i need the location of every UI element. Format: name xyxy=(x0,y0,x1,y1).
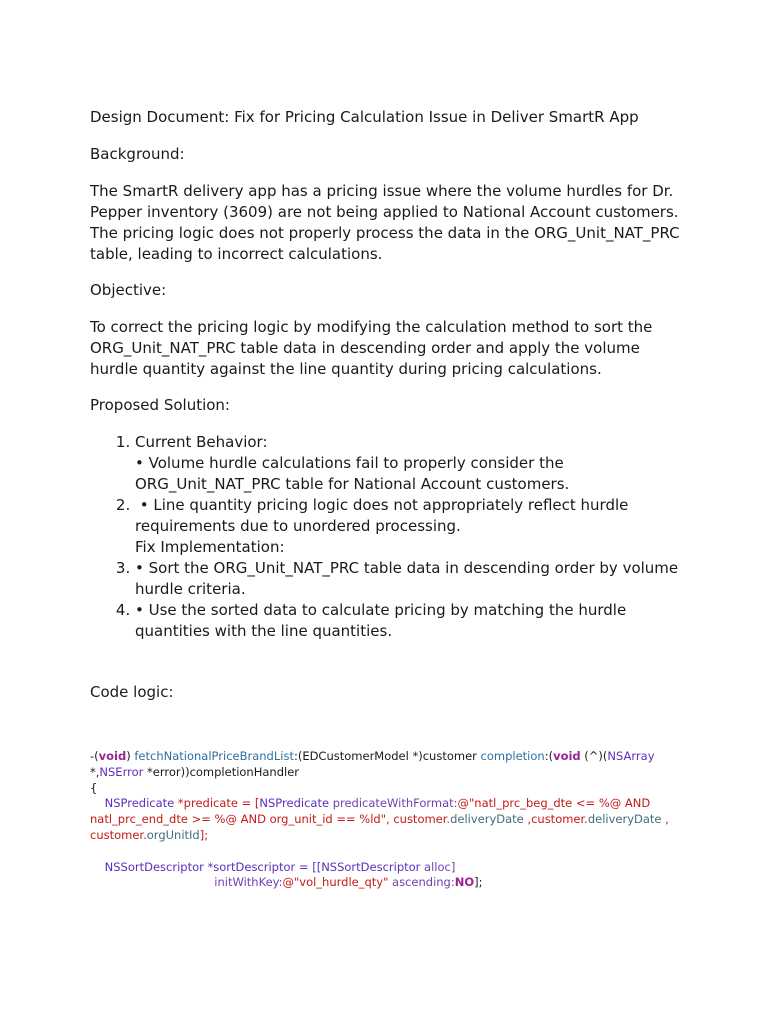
code-keyword: void xyxy=(98,749,127,763)
code-token: *sortDescriptor = [[ xyxy=(203,859,322,874)
solution-item-line: Fix Implementation: xyxy=(135,537,285,556)
document-title: Design Document: Fix for Pricing Calculation Issue in Deliver SmartR App xyxy=(90,108,639,126)
solution-item xyxy=(135,495,690,558)
code-line xyxy=(90,765,690,781)
code-property: orgUnitId xyxy=(146,827,200,842)
code-selector: ascending: xyxy=(388,875,455,890)
code-line xyxy=(90,860,690,876)
code-selector: alloc] xyxy=(420,859,456,874)
code-keyword: void xyxy=(553,749,581,763)
code-token: , xyxy=(661,812,669,827)
solution-item-line: 2. • Line quantity pricing logic does not appropriately reflect hurdle requirements due to unordered processing. xyxy=(135,495,634,535)
code-string: @"vol_hurdle_qty" xyxy=(282,875,389,890)
code-block xyxy=(90,749,690,891)
code-class: NSSortDescriptor xyxy=(321,859,421,874)
code-indent xyxy=(90,860,105,874)
code-line xyxy=(90,749,690,765)
solution-item xyxy=(135,558,690,600)
code-token: ]; xyxy=(474,875,483,890)
code-line xyxy=(90,812,690,828)
code-string: @"natl_prc_beg_dte <= %@ AND xyxy=(457,796,651,811)
background-heading: Background: xyxy=(90,145,185,163)
code-token: :( xyxy=(544,749,554,763)
code-string: natl_prc_end_dte >= %@ AND org_unit_id == %ld" xyxy=(90,812,387,827)
code-selector: initWithKey: xyxy=(214,875,283,890)
solution-item xyxy=(135,600,690,642)
code-token: ]; xyxy=(199,827,209,842)
solution-item-line: 3. • Sort the ORG_Unit_NAT_PRC table data in descending order by volume hurdle criteria. xyxy=(135,558,679,598)
background-text: The SmartR delivery app has a pricing issue where the volume hurdles for Dr. Pepper inventory (3609) are not being applied to National Account customers. The pricing logic does not properly process the data in the ORG_Unit_NAT_PRC table, leading to incorrect calculations. xyxy=(90,181,680,263)
code-token: , customer. xyxy=(386,812,451,827)
document-body xyxy=(90,107,690,703)
code-class: NSSortDescriptor xyxy=(104,859,204,874)
code-class: NSPredicate xyxy=(259,796,330,811)
code-keyword: NO xyxy=(454,875,475,890)
code-class: NSArray xyxy=(607,749,655,763)
code-function: completion xyxy=(480,749,545,763)
code-token: ,customer. xyxy=(523,812,588,827)
code-token: (^)( xyxy=(580,749,608,763)
solution-list xyxy=(90,432,690,642)
code-token: ) xyxy=(126,749,135,763)
code-class: NSPredicate xyxy=(104,796,175,811)
solution-heading: Proposed Solution: xyxy=(90,396,230,414)
code-line xyxy=(90,781,690,797)
solution-item-line: 4. • Use the sorted data to calculate pricing by matching the hurdle quantities with the line quantities. xyxy=(135,600,627,640)
code-token: *predicate = [ xyxy=(174,796,260,811)
code-selector: predicateWithFormat: xyxy=(329,796,458,811)
code-blank-line xyxy=(90,844,690,860)
solution-item-line: • Volume hurdle calculations fail to properly consider the ORG_Unit_NAT_PRC table for National Account customers. xyxy=(135,453,570,493)
code-token: { xyxy=(90,780,98,795)
code-indent xyxy=(90,796,105,810)
code-line xyxy=(90,796,690,812)
code-class: NSError xyxy=(99,764,144,779)
code-heading: Code logic: xyxy=(90,682,174,701)
objective-heading: Objective: xyxy=(90,281,167,299)
code-token: customer. xyxy=(90,827,147,842)
solution-item-line: 1. Current Behavior: xyxy=(135,432,268,451)
code-property: deliveryDate xyxy=(450,812,524,827)
code-token: *error))completionHandler xyxy=(143,764,300,779)
objective-text: To correct the pricing logic by modifying the calculation method to sort the ORG_Unit_NAT_PRC table data in descending order and apply the volume hurdle quantity against the line quantity during pricing calculations. xyxy=(90,317,653,378)
code-token: *, xyxy=(90,764,100,779)
code-property: deliveryDate xyxy=(587,812,662,827)
code-line xyxy=(90,875,690,891)
code-indent xyxy=(90,875,214,889)
code-token: -( xyxy=(90,749,99,763)
code-token: :(EDCustomerModel *)customer xyxy=(293,749,481,763)
code-function: fetchNationalPriceBrandList xyxy=(134,749,294,763)
code-line xyxy=(90,828,690,844)
solution-item xyxy=(135,432,690,495)
